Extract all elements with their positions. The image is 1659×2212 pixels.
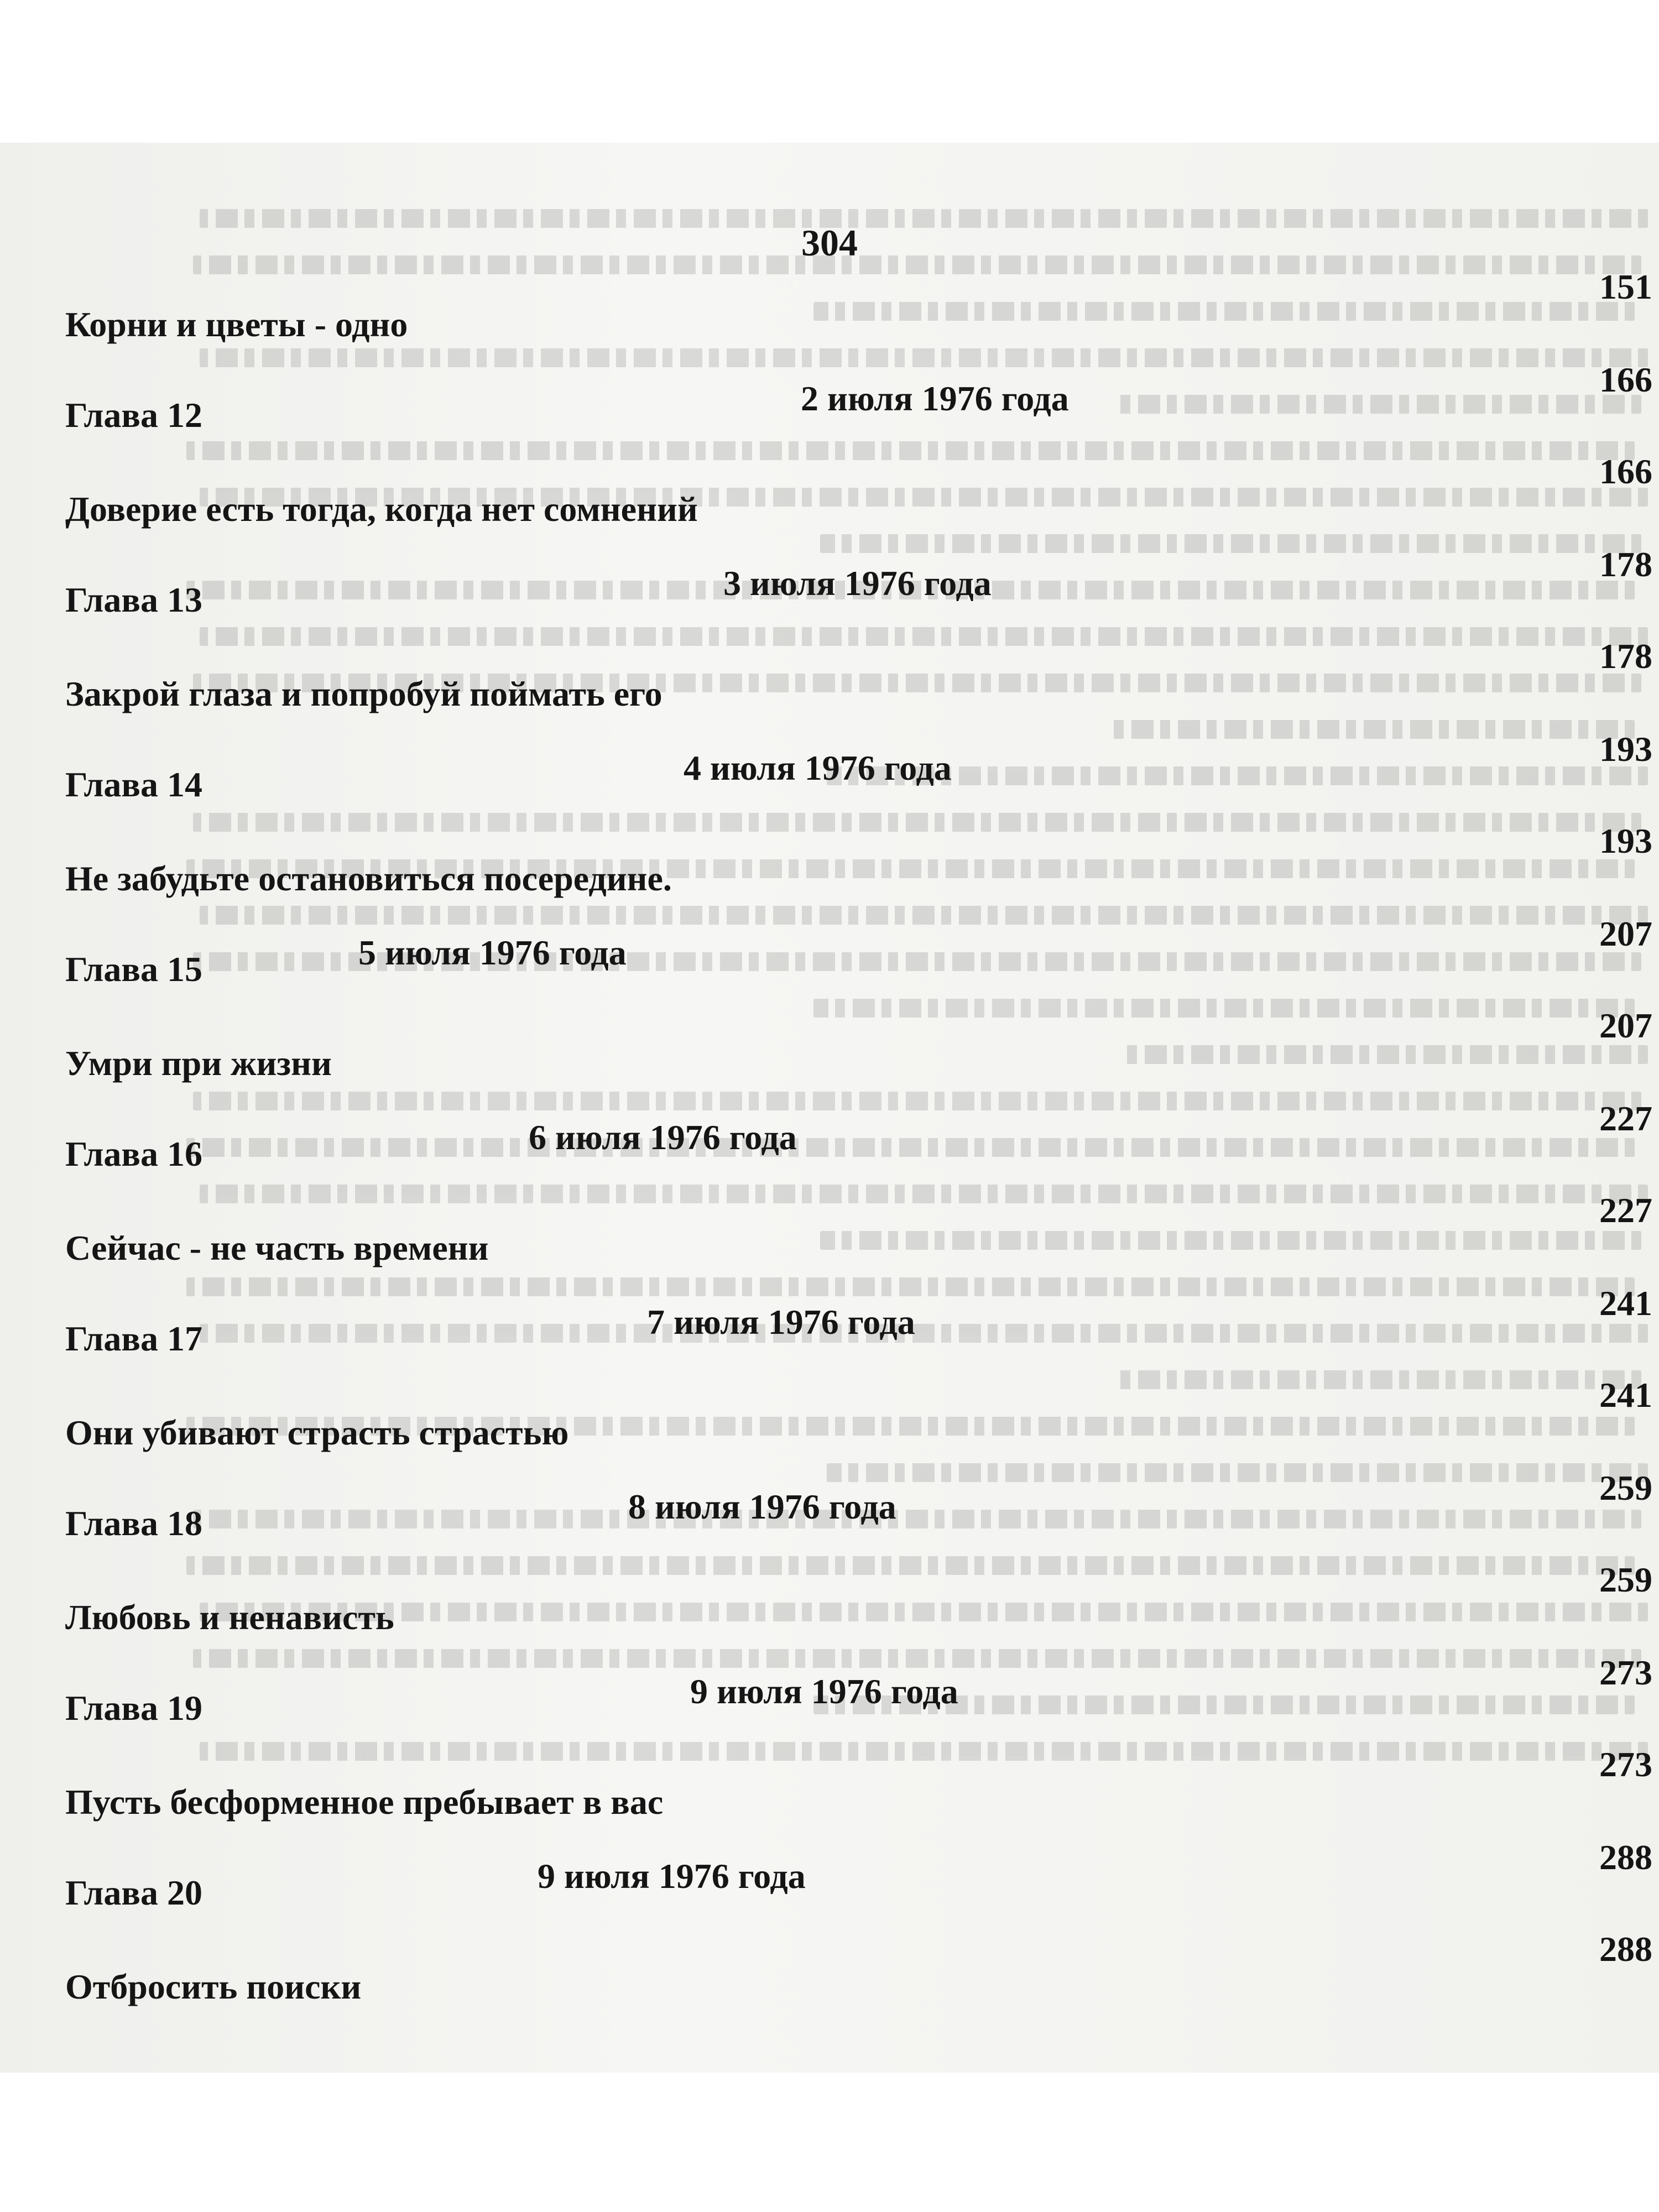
chapter-date: 8 июля 1976 года — [628, 1487, 896, 1526]
chapter-title: Глава 19 — [65, 1688, 202, 1728]
page-reference: 193 — [1599, 729, 1652, 769]
chapter-date: 7 июля 1976 года — [647, 1302, 915, 1342]
chapter-date: 2 июля 1976 года — [801, 379, 1069, 418]
page-reference: 241 — [1599, 1284, 1652, 1323]
page-reference: 207 — [1599, 914, 1652, 953]
section-title: Не забудьте остановиться посередине. — [65, 859, 672, 898]
page-reference: 273 — [1599, 1745, 1652, 1784]
page-reference: 178 — [1599, 545, 1652, 584]
chapter-title: Глава 13 — [65, 580, 202, 619]
chapter-date: 9 июля 1976 года — [538, 1856, 806, 1896]
section-title: Любовь и ненависть — [65, 1598, 394, 1637]
chapter-date: 9 июля 1976 года — [690, 1672, 958, 1711]
section-title: Сейчас - не часть времени — [65, 1228, 489, 1267]
book-page — [0, 143, 1659, 2073]
chapter-title: Глава 16 — [65, 1134, 202, 1173]
chapter-title: Глава 12 — [65, 395, 202, 435]
section-title: Отбросить поиски — [65, 1967, 362, 2006]
page-reference: 273 — [1599, 1653, 1652, 1692]
section-title: Пусть бесформенное пребывает в вас — [65, 1782, 664, 1822]
section-title: Они убивают страсть страстью — [65, 1413, 569, 1452]
page-reference: 241 — [1599, 1375, 1652, 1415]
page-reference: 166 — [1599, 452, 1652, 491]
page-reference: 193 — [1599, 821, 1652, 860]
page-number: 304 — [801, 222, 858, 264]
chapter-date: 4 июля 1976 года — [684, 748, 952, 787]
page-reference: 288 — [1599, 1838, 1652, 1877]
section-title: Корни и цветы - одно — [65, 305, 408, 344]
page-reference: 227 — [1599, 1191, 1652, 1230]
page-reference: 166 — [1599, 360, 1652, 399]
chapter-title: Глава 20 — [65, 1873, 202, 1912]
section-title: Умри при жизни — [65, 1044, 332, 1083]
chapter-date: 6 июля 1976 года — [529, 1118, 797, 1157]
page-reference: 207 — [1599, 1006, 1652, 1045]
page-reference: 259 — [1599, 1468, 1652, 1507]
page-reference: 259 — [1599, 1560, 1652, 1599]
page-reference: 227 — [1599, 1099, 1652, 1138]
section-title: Доверие есть тогда, когда нет сомнений — [65, 489, 698, 529]
chapter-date: 5 июля 1976 года — [358, 933, 627, 972]
page-reference: 151 — [1599, 267, 1652, 306]
chapter-title: Глава 18 — [65, 1504, 202, 1543]
chapter-title: Глава 15 — [65, 950, 202, 989]
page-reference: 288 — [1599, 1929, 1652, 1969]
chapter-title: Глава 14 — [65, 765, 202, 804]
chapter-date: 3 июля 1976 года — [723, 564, 992, 603]
chapter-title: Глава 17 — [65, 1319, 202, 1358]
page-reference: 178 — [1599, 637, 1652, 676]
section-title: Закрой глаза и попробуй поймать его — [65, 674, 662, 713]
